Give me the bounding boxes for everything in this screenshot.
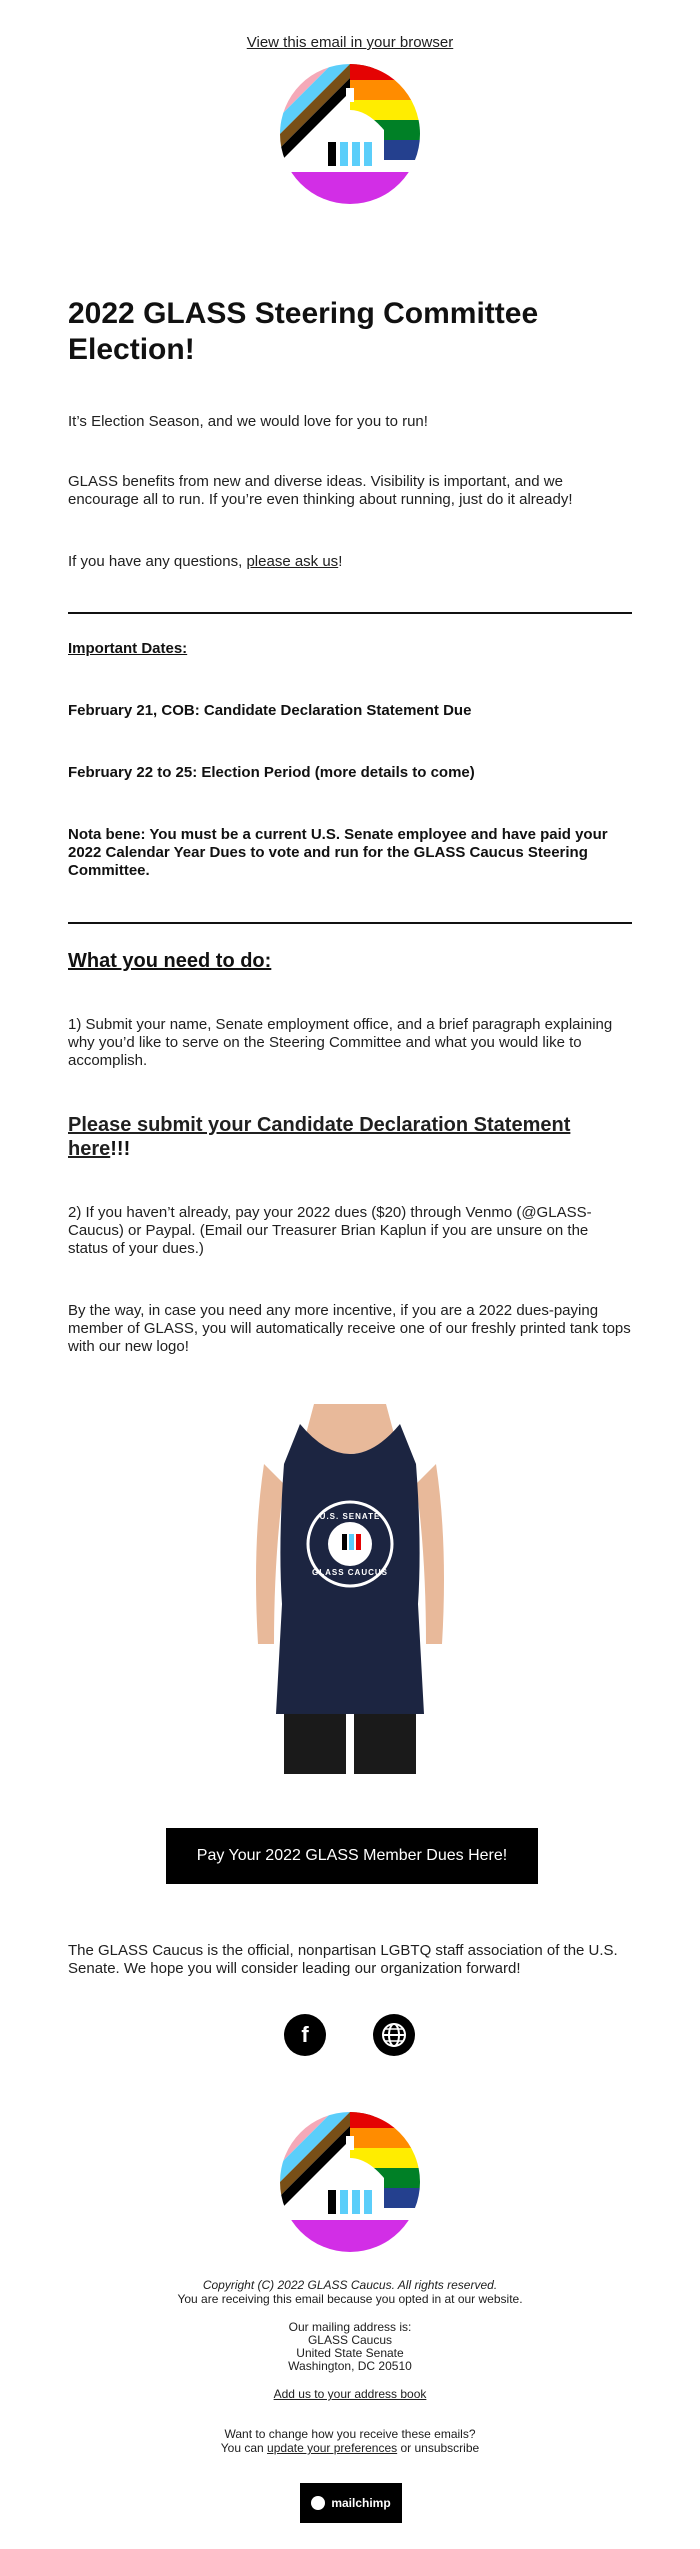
step-1-paragraph: 1) Submit your name, Senate employment office, and a brief paragraph explaining why you’d like to serve on the Steering Committee and what you would like to accomplish.: [68, 1016, 613, 1069]
divider-1: [68, 612, 632, 614]
submit-suffix: !!!: [110, 1138, 131, 1160]
questions-prefix: If you have any questions,: [68, 553, 247, 570]
step-2-paragraph: 2) If you haven’t already, pay your 2022 dues ($20) through Venmo (@GLASS-Caucus) or Paypal. (Email our Treasurer Brian Kaplun if you are unsure on the status of your dues.): [68, 1204, 592, 1257]
globe-icon[interactable]: [373, 2014, 415, 2056]
closing-paragraph: The GLASS Caucus is the official, nonpartisan LGBTQ staff association of the U.S. Senate. We hope you will consider leading our organization forward!: [68, 1942, 618, 1977]
submit-statement-link[interactable]: Please submit your Candidate Declaration Statement here: [68, 1114, 571, 1160]
address-line-1: GLASS Caucus: [307, 2333, 393, 2347]
divider-2: [68, 922, 632, 924]
or-text: or: [397, 2441, 415, 2455]
preferences-line: [0, 2442, 700, 2455]
date-item-2: February 22 to 25: Election Period (more details to come): [68, 764, 475, 781]
ask-us-link[interactable]: please ask us: [246, 553, 339, 570]
intro-paragraph-1: It’s Election Season, and we would love for you to run!: [68, 413, 428, 430]
mailchimp-badge[interactable]: [300, 2483, 402, 2523]
update-preferences-link[interactable]: update your preferences: [267, 2441, 398, 2455]
add-address-book-link[interactable]: Add us to your address book: [273, 2387, 427, 2401]
pay-dues-button[interactable]: Pay Your 2022 GLASS Member Dues Here!: [166, 1828, 538, 1884]
address-line-2: United State Senate: [296, 2346, 404, 2360]
what-you-need-heading: What you need to do:: [68, 950, 272, 972]
opted-in-text: You are receiving this email because you opted in at our website.: [177, 2292, 523, 2306]
nota-bene: Nota bene: You must be a current U.S. Senate employee and have paid your 2022 Calendar Year Dues to vote and run for the GLASS Caucus Steering Committee.: [68, 826, 608, 879]
can-prefix: You can: [220, 2441, 268, 2455]
add-address-book: [0, 2388, 700, 2401]
change-emails-text: Want to change how you receive these emails?: [224, 2427, 476, 2441]
mailing-address-label: Our mailing address is:: [288, 2320, 412, 2334]
submit-statement-heading: [68, 1113, 632, 1161]
tank-text-top: U.S. SENATE: [319, 1512, 381, 1521]
mailchimp-icon: [311, 2496, 325, 2510]
questions-paragraph: [68, 553, 632, 571]
globe-glyph: [381, 2022, 407, 2048]
incentive-paragraph: By the way, in case you need any more incentive, if you are a 2022 dues-paying member of GLASS, you will automatically receive one of our freshly printed tank tops with our new logo!: [68, 1302, 631, 1355]
intro-paragraph-2: GLASS benefits from new and diverse ideas. Visibility is important, and we encourage all to run. If you’re even thinking about running, just do it already!: [68, 473, 573, 508]
glass-caucus-logo: [276, 60, 424, 208]
facebook-icon[interactable]: [284, 2014, 326, 2056]
questions-suffix: !: [338, 553, 343, 570]
facebook-glyph: f: [301, 2022, 309, 2047]
view-in-browser-link[interactable]: View this email in your browser: [246, 34, 454, 51]
tank-top-image: [244, 1404, 456, 1774]
unsubscribe-link[interactable]: unsubscribe: [414, 2441, 480, 2455]
copyright: Copyright (C) 2022 GLASS Caucus. All rights reserved.: [202, 2278, 498, 2292]
tank-text-bottom: GLASS CAUCUS: [311, 1568, 388, 1577]
address-line-3: Washington, DC 20510: [288, 2359, 412, 2373]
glass-caucus-logo-footer: [276, 2108, 424, 2256]
page-title: 2022 GLASS Steering Committee Election!: [68, 297, 539, 366]
date-item-1: February 21, COB: Candidate Declaration Statement Due: [68, 702, 472, 719]
important-dates-heading: Important Dates:: [68, 640, 188, 657]
mailchimp-label: mailchimp: [331, 2496, 391, 2510]
